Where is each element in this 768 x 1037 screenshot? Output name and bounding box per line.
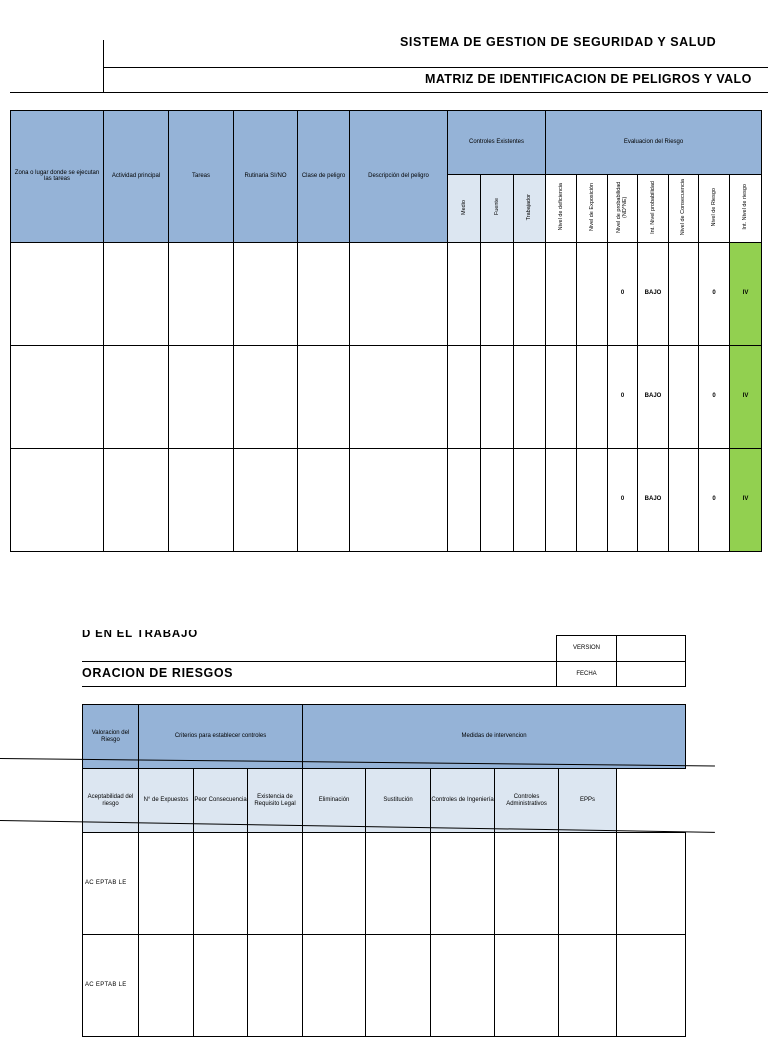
title-rule (103, 67, 768, 68)
header-evaluacion: Evaluacion del Riesgo (546, 111, 762, 175)
cell-nivel-probabilidad: 0 (608, 448, 638, 551)
version-box (556, 635, 686, 687)
title-divider (103, 40, 104, 92)
title-rule-bottom (10, 92, 768, 93)
cell-int-probabilidad: BAJO (638, 345, 669, 448)
cell-int-riesgo: IV (730, 345, 762, 448)
table-row (11, 448, 762, 551)
sub-sustitucion: Sustitución (366, 769, 431, 833)
sub-eliminacion: Eliminación (303, 769, 366, 833)
table-row (83, 833, 686, 935)
cell-nivel-riesgo: 0 (699, 345, 730, 448)
version-label: VERSION (557, 636, 617, 662)
cell-int-probabilidad: BAJO (638, 448, 669, 551)
sub-requisito-legal: Existencia de Requisito Legal (248, 769, 303, 833)
sub-nivel-riesgo: Nivel de Riesgo (699, 175, 730, 243)
cell-int-riesgo: IV (730, 242, 762, 345)
header-medidas: Medidas de intervencion (303, 705, 686, 769)
header-clase: Clase de peligro (298, 111, 350, 243)
blank-cell (617, 769, 686, 833)
cell-int-probabilidad: BAJO (638, 242, 669, 345)
sub-epps: EPPs (559, 769, 617, 833)
cell-aceptabilidad: AC EPTAB LE (83, 935, 139, 1037)
fecha-label: FECHA (557, 662, 617, 687)
header-zona: Zona o lugar donde se ejecutan las tareas (11, 111, 104, 243)
header-valoracion: Valoracion del Riesgo (83, 705, 139, 769)
version-value (617, 636, 686, 662)
sub-controles-ingenieria: Controles de Ingeniería (431, 769, 495, 833)
system-title: SISTEMA DE GESTION DE SEGURIDAD Y SALUD (400, 35, 717, 49)
sub-int-riesgo: Int. Nivel de riesgo (730, 175, 762, 243)
system-title-continued: D EN EL TRABAJO (82, 630, 198, 640)
header-controles: Controles Existentes (448, 111, 546, 175)
sub-medio: Medio (448, 175, 481, 243)
table-row (11, 242, 762, 345)
matrix-title-continued: ORACION DE RIESGOS (82, 666, 234, 680)
sub-int-probabilidad: Int. Nivel probabilidad (638, 175, 669, 243)
sub-fuente: Fuente (481, 175, 514, 243)
header-rutinaria: Rutinaria SI/NO (234, 111, 298, 243)
cell-nivel-probabilidad: 0 (608, 242, 638, 345)
cell-aceptabilidad: AC EPTAB LE (83, 833, 139, 935)
controls-table (82, 704, 686, 1037)
sub-nivel-exposicion: Nivel de Exposición (577, 175, 608, 243)
cell-nivel-riesgo: 0 (699, 242, 730, 345)
sub-expuestos: N° de Expuestos (139, 769, 194, 833)
sub-nivel-deficiencia: Nivel de deficiencia (546, 175, 577, 243)
cell-nivel-riesgo: 0 (699, 448, 730, 551)
title-rule-bottom (82, 686, 556, 687)
sub-nivel-consecuencia: Nivel de Consecuencia (669, 175, 699, 243)
sub-nivel-probabilidad: Nivel de probabilidad (ND*NE) (608, 175, 638, 243)
header-tareas: Tareas (169, 111, 234, 243)
table-row (11, 345, 762, 448)
matrix-title: MATRIZ DE IDENTIFICACION DE PELIGROS Y VALO (425, 72, 752, 86)
sub-aceptabilidad: Aceptabilidad del riesgo (83, 769, 139, 833)
fecha-value (617, 662, 686, 687)
sub-controles-administrativos: Controles Administrativos (495, 769, 559, 833)
header-actividad: Actividad principal (104, 111, 169, 243)
header-criterios: Criterios para establecer controles (139, 705, 303, 769)
title-rule (82, 661, 556, 662)
cell-int-riesgo: IV (730, 448, 762, 551)
table-row (83, 935, 686, 1037)
hazard-matrix-table (10, 110, 762, 552)
cell-nivel-probabilidad: 0 (608, 345, 638, 448)
header-descripcion: Descripción del peligro (350, 111, 448, 243)
sub-peor-consecuencia: Peor Consecuencia (194, 769, 248, 833)
sub-trabajador: Trabajador (514, 175, 546, 243)
